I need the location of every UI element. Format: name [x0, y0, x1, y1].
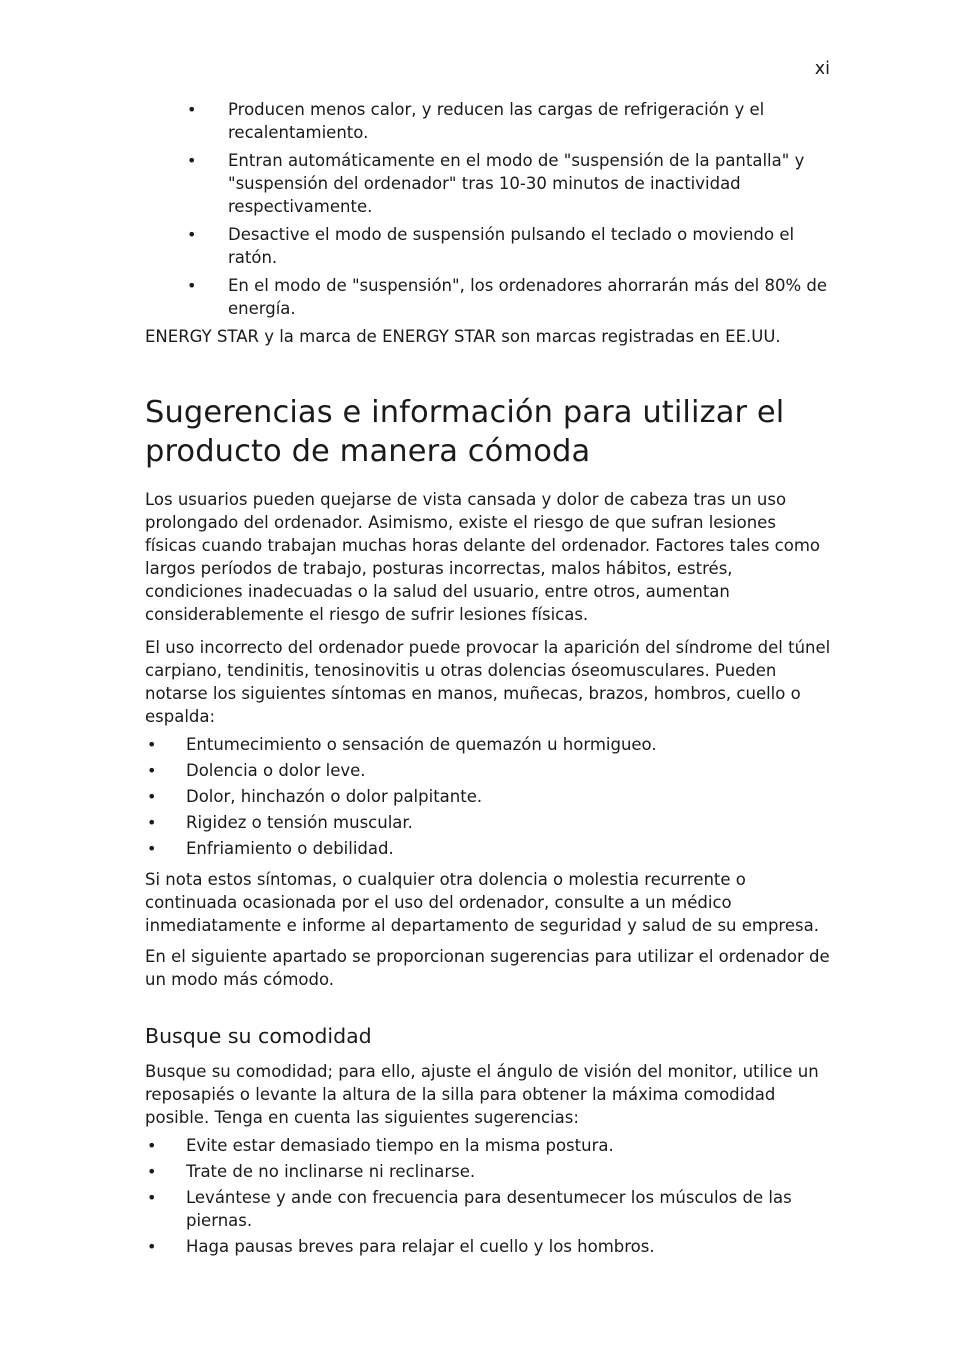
bullet-icon: • [187, 225, 197, 244]
page-number: xi [814, 59, 830, 79]
bullet-icon: • [147, 761, 157, 780]
energy-star-benefits-list [145, 98, 831, 320]
bullet-icon: • [147, 787, 157, 806]
list-item-text: En el modo de "suspensión", los ordenadores ahorrarán más del 80% de energía. [228, 276, 828, 318]
section-paragraph-1: Los usuarios pueden quejarse de vista cansada y dolor de cabeza tras un uso prolongado del ordenador. Asimismo, existe el riesgo de que sufran lesiones físicas cuando trabajan muchas horas delante del ordenador. Factores tales como largos períodos de trabajo, posturas incorrectas, malos hábitos, estrés, condiciones inadecuadas o la salud del usuario, entre otros, aumentan considerablemente el riesgo de sufrir lesiones físicas. [145, 490, 820, 624]
list-item-text: Dolencia o dolor leve. [186, 761, 366, 780]
section-paragraph-3: Si nota estos síntomas, o cualquier otra dolencia o molestia recurrente o continuada ocasionada por el uso del ordenador, consulte a un médico inmediatamente e informe al departamento de seguridad y salud de su empresa. [145, 870, 819, 935]
list-item-text: Haga pausas breves para relajar el cuello y los hombros. [186, 1237, 655, 1256]
bullet-icon: • [187, 100, 197, 119]
list-item-text: Entran automáticamente en el modo de "suspensión de la pantalla" y "suspensión del ordenador" tras 10-30 minutos de inactividad respectivamente. [228, 151, 805, 216]
list-item-text: Levántese y ande con frecuencia para desentumecer los músculos de las piernas. [186, 1188, 792, 1230]
list-item [145, 98, 831, 144]
bullet-icon: • [147, 1237, 157, 1256]
list-item [145, 733, 831, 756]
comfort-tips-list [145, 1134, 831, 1258]
bullet-icon: • [147, 1188, 157, 1207]
section-title: Sugerencias e información para utilizar el producto de manera cómoda [145, 395, 785, 469]
list-item [145, 274, 831, 320]
list-item [145, 1235, 831, 1258]
list-item [145, 837, 831, 860]
symptoms-list [145, 733, 831, 860]
bullet-icon: • [147, 839, 157, 858]
section-paragraph-4: En el siguiente apartado se proporcionan sugerencias para utilizar el ordenador de un modo más cómodo. [145, 947, 830, 989]
subsection-paragraph: Busque su comodidad; para ello, ajuste el ángulo de visión del monitor, utilice un reposapiés o levante la altura de la silla para obtener la máxima comodidad posible. Tenga en cuenta las siguientes sugerencias: [145, 1062, 819, 1127]
list-item [145, 1160, 831, 1183]
list-item-text: Evite estar demasiado tiempo en la misma postura. [186, 1136, 614, 1155]
trademark-note: ENERGY STAR y la marca de ENERGY STAR son marcas registradas en EE.UU. [145, 327, 781, 346]
list-item [145, 759, 831, 782]
subsection-title: Busque su comodidad [145, 1024, 372, 1048]
list-item-text: Desactive el modo de suspensión pulsando el teclado o moviendo el ratón. [228, 225, 795, 267]
list-item [145, 149, 831, 218]
list-item-text: Enfriamiento o debilidad. [186, 839, 394, 858]
bullet-icon: • [147, 1136, 157, 1155]
list-item-text: Dolor, hinchazón o dolor palpitante. [186, 787, 483, 806]
bullet-icon: • [147, 735, 157, 754]
list-item [145, 811, 831, 834]
list-item [145, 1186, 831, 1232]
bullet-icon: • [147, 813, 157, 832]
list-item-text: Trate de no inclinarse ni reclinarse. [186, 1162, 476, 1181]
section-paragraph-2: El uso incorrecto del ordenador puede provocar la aparición del síndrome del túnel carpiano, tendinitis, tenosinovitis u otras dolencias óseomusculares. Pueden notarse los siguientes síntomas en manos, muñecas, brazos, hombros, cuello o espalda: [145, 638, 831, 726]
list-item-text: Producen menos calor, y reducen las cargas de refrigeración y el recalentamiento. [228, 100, 765, 142]
list-item [145, 1134, 831, 1157]
list-item-text: Entumecimiento o sensación de quemazón u hormigueo. [186, 735, 657, 754]
bullet-icon: • [147, 1162, 157, 1181]
bullet-icon: • [187, 276, 197, 295]
list-item-text: Rigidez o tensión muscular. [186, 813, 413, 832]
list-item [145, 785, 831, 808]
bullet-icon: • [187, 151, 197, 170]
page-content [145, 98, 831, 1261]
list-item [145, 223, 831, 269]
